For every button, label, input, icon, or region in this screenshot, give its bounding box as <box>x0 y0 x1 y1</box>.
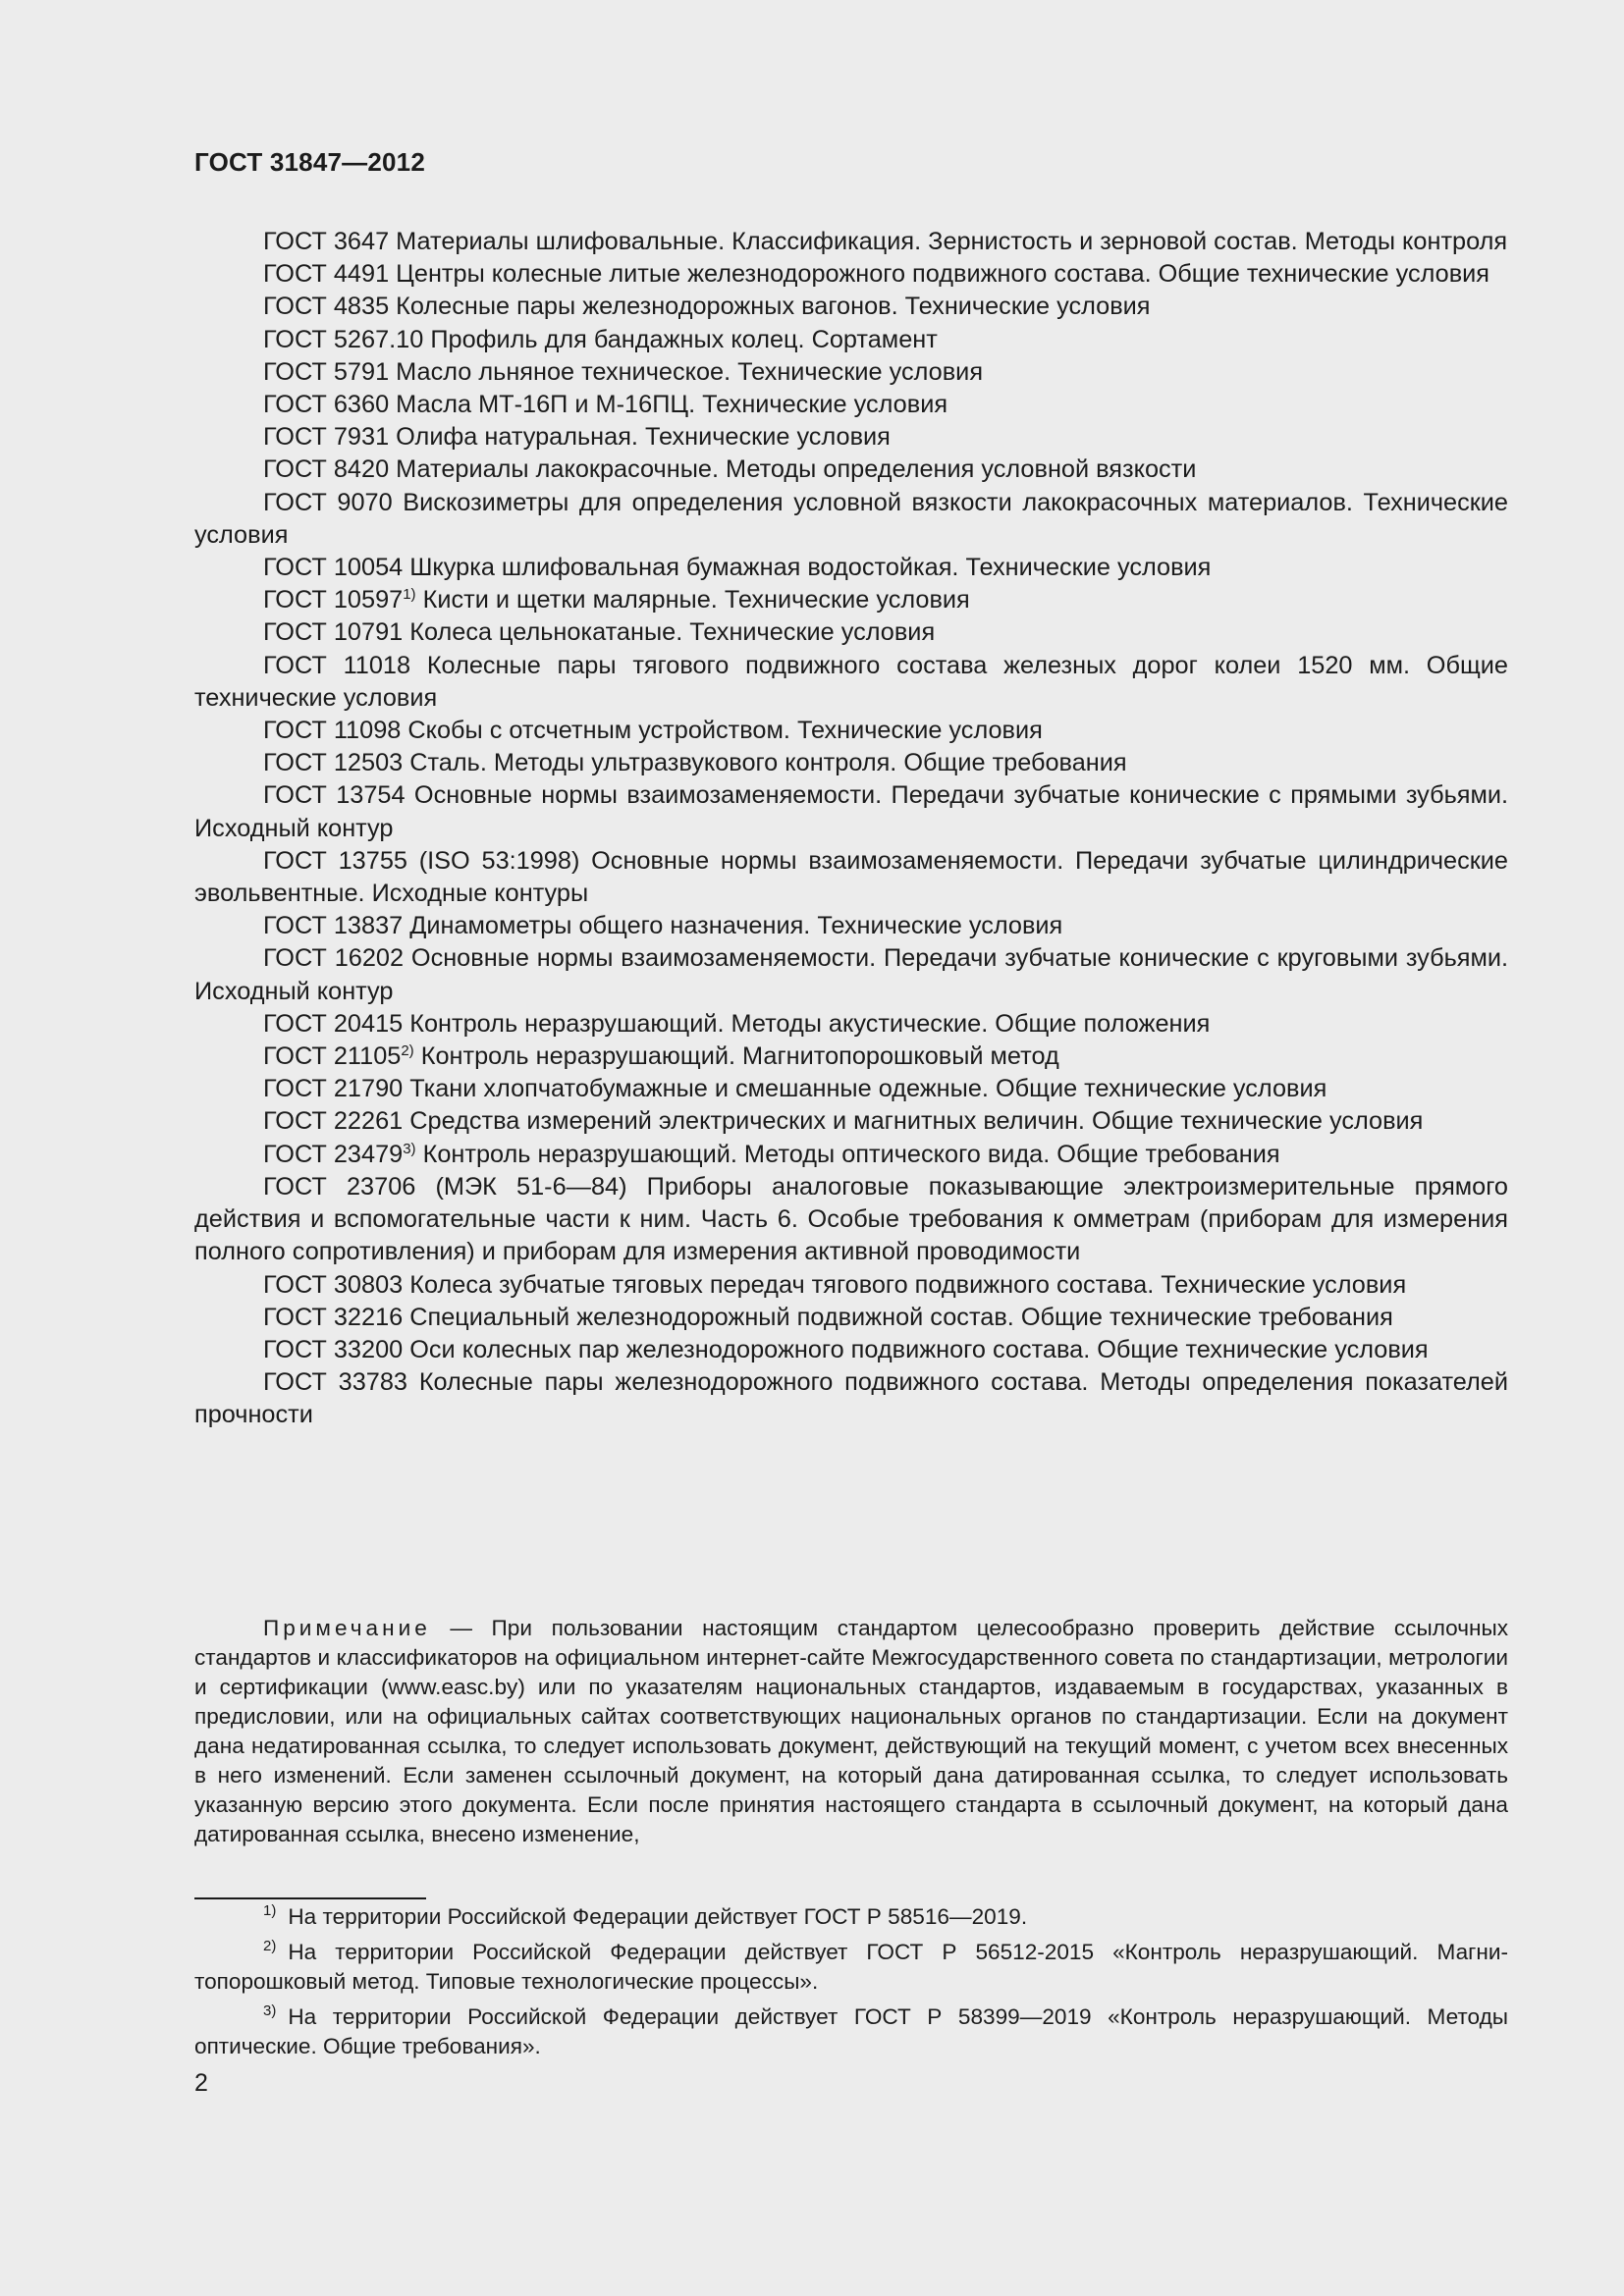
reference-item <box>194 584 1508 616</box>
reference-item: ГОСТ 10054 Шкурка шлифовальная бумажная водостойкая. Технические условия <box>263 554 1212 582</box>
reference-item: ГОСТ 5791 Масло льняное техническое. Технические условия <box>263 357 984 386</box>
reference-item: ГОСТ 23706 (МЭК 51-6—84) Приборы аналоговые показывающие электроизмерительные прямого действия и вспомогательные части к ним. Часть 6. Особые требования к омметрам (приборам для измерения полного сопротивления) и приборам для измерения активной проводимости <box>194 1172 1508 1266</box>
footnote-reference-mark[interactable]: 2) <box>401 1042 414 1060</box>
reference-item: ГОСТ 4835 Колесные пары железнодорожных вагонов. Технические условия <box>263 293 1151 321</box>
reference-item: ГОСТ 8420 Материалы лакокрасочные. Методы определения условной вязкости <box>263 455 1197 484</box>
note-text: — При пользовании настоящим стандартом целесообразно проверить действие ссылочных стандартов и классификаторов на официальном интернет-сайте Межгосударственного совета по стандартизации, метрологии и сертификации (www.easc.by) или по указателям национальных стандартов, издаваемым в государствах, указанных в предисловии, или на официальных сайтах соответствующих национальных органов по стандартизации. Если на документ дана недатированная ссылка, то следует использовать документ, действующий на текущий момент, с учетом всех внесенных в него изменений. Если заменен ссылочный документ, на который дана датированная ссылка, то следует использовать указанную версию этого документа. Если после принятия настоящего стандарта в ссылочный документ, на который дана датированная ссылка, внесено изменение, <box>194 1616 1508 1846</box>
footnote-mark: 2) <box>263 1938 277 1954</box>
reference-item: ГОСТ 6360 Масла МТ-16П и М-16ПЦ. Технические условия <box>263 391 948 419</box>
footnote-reference-mark[interactable]: 1) <box>403 586 416 604</box>
reference-item <box>194 1139 1508 1171</box>
footnote-item <box>194 1902 1508 1932</box>
document-header: ГОСТ 31847—2012 <box>194 147 425 177</box>
footnote-item <box>194 2002 1508 2061</box>
footnote-mark: 3) <box>263 2002 277 2019</box>
reference-item: ГОСТ 5267.10 Профиль для бандажных колец. Сортамент <box>263 325 938 353</box>
page-number: 2 <box>194 2069 208 2097</box>
reference-item: ГОСТ 32216 Специальный железнодорожный подвижной состав. Общие технические требования <box>263 1303 1393 1331</box>
reference-item: ГОСТ 4491 Центры колесные литые железнодорожного подвижного состава. Общие технические условия <box>263 260 1489 289</box>
reference-item: ГОСТ 22261 Средства измерений электрических и магнитных величин. Общие технические условия <box>263 1107 1424 1136</box>
reference-item: ГОСТ 21790 Ткани хлопчатобумажные и смешанные одежные. Общие технические условия <box>263 1075 1327 1103</box>
note-label: Примечание <box>263 1616 431 1640</box>
reference-code: ГОСТ 21105 <box>263 1042 402 1071</box>
normative-references-list <box>194 226 1508 1432</box>
reference-title: Контроль неразрушающий. Методы оптического вида. Общие требования <box>415 1140 1280 1168</box>
note-paragraph <box>194 1614 1508 1849</box>
reference-title: Кисти и щетки малярные. Технические условия <box>415 586 970 614</box>
reference-item: ГОСТ 30803 Колеса зубчатые тяговых передач тягового подвижного состава. Технические условия <box>263 1270 1407 1299</box>
reference-item: ГОСТ 11098 Скобы с отсчетным устройством. Технические условия <box>263 717 1043 745</box>
reference-item: ГОСТ 33783 Колесные пары железнодорожного подвижного состава. Методы определения показателей прочности <box>194 1368 1508 1429</box>
footnote-reference-mark[interactable]: 3) <box>403 1140 416 1157</box>
reference-item: ГОСТ 10791 Колеса цельнокатаные. Технические условия <box>263 618 936 647</box>
reference-item: ГОСТ 11018 Колесные пары тягового подвижного состава железных дорог колеи 1520 мм. Общие технические условия <box>194 651 1508 712</box>
reference-code: ГОСТ 10597 <box>263 586 404 614</box>
reference-item: ГОСТ 33200 Оси колесных пар железнодорожного подвижного состава. Общие технические условия <box>263 1335 1429 1363</box>
footnote-text: На территории Российской Федерации действует ГОСТ Р 58399—2019 «Контроль неразрушающий. Методы оптические. Общие требования». <box>194 2004 1508 2058</box>
reference-item: ГОСТ 13837 Динамометры общего назначения. Технические условия <box>263 912 1063 940</box>
reference-item: ГОСТ 13754 Основные нормы взаимозаменяемости. Передачи зубчатые конические с прямыми зубьями. Исходный контур <box>194 781 1508 842</box>
reference-item: ГОСТ 9070 Вискозиметры для определения условной вязкости лакокрасочных материалов. Технические условия <box>194 488 1508 549</box>
reference-item: ГОСТ 3647 Материалы шлифовальные. Классификация. Зернистость и зерновой состав. Методы контроля <box>263 228 1508 255</box>
reference-item: ГОСТ 16202 Основные нормы взаимозаменяемости. Передачи зубчатые конические с круговыми зубьями. Исходный контур <box>194 944 1508 1005</box>
footnote-text: На территории Российской Федерации действует ГОСТ Р 56512-2015 «Контроль неразрушающий. Магнитопорошковый метод. Типовые технологические процессы». <box>194 1940 1508 1994</box>
reference-code: ГОСТ 23479 <box>263 1140 404 1168</box>
footnote-mark: 1) <box>263 1902 277 1919</box>
footnote-separator <box>194 1897 426 1899</box>
reference-item: ГОСТ 7931 Олифа натуральная. Технические условия <box>263 423 891 452</box>
footnotes <box>194 1902 1508 2067</box>
reference-title: Контроль неразрушающий. Магнитопорошковый метод <box>413 1042 1059 1071</box>
footnote-text: На территории Российской Федерации действует ГОСТ Р 58516—2019. <box>288 1904 1028 1929</box>
reference-item: ГОСТ 12503 Сталь. Методы ультразвукового контроля. Общие требования <box>263 749 1127 777</box>
reference-item: ГОСТ 20415 Контроль неразрушающий. Методы акустические. Общие положения <box>263 1009 1211 1038</box>
reference-item: ГОСТ 13755 (ISO 53:1998) Основные нормы взаимозаменяемости. Передачи зубчатые цилиндрические эвольвентные. Исходные контуры <box>194 846 1508 908</box>
footnote-item <box>194 1938 1508 1997</box>
reference-item <box>194 1041 1508 1073</box>
